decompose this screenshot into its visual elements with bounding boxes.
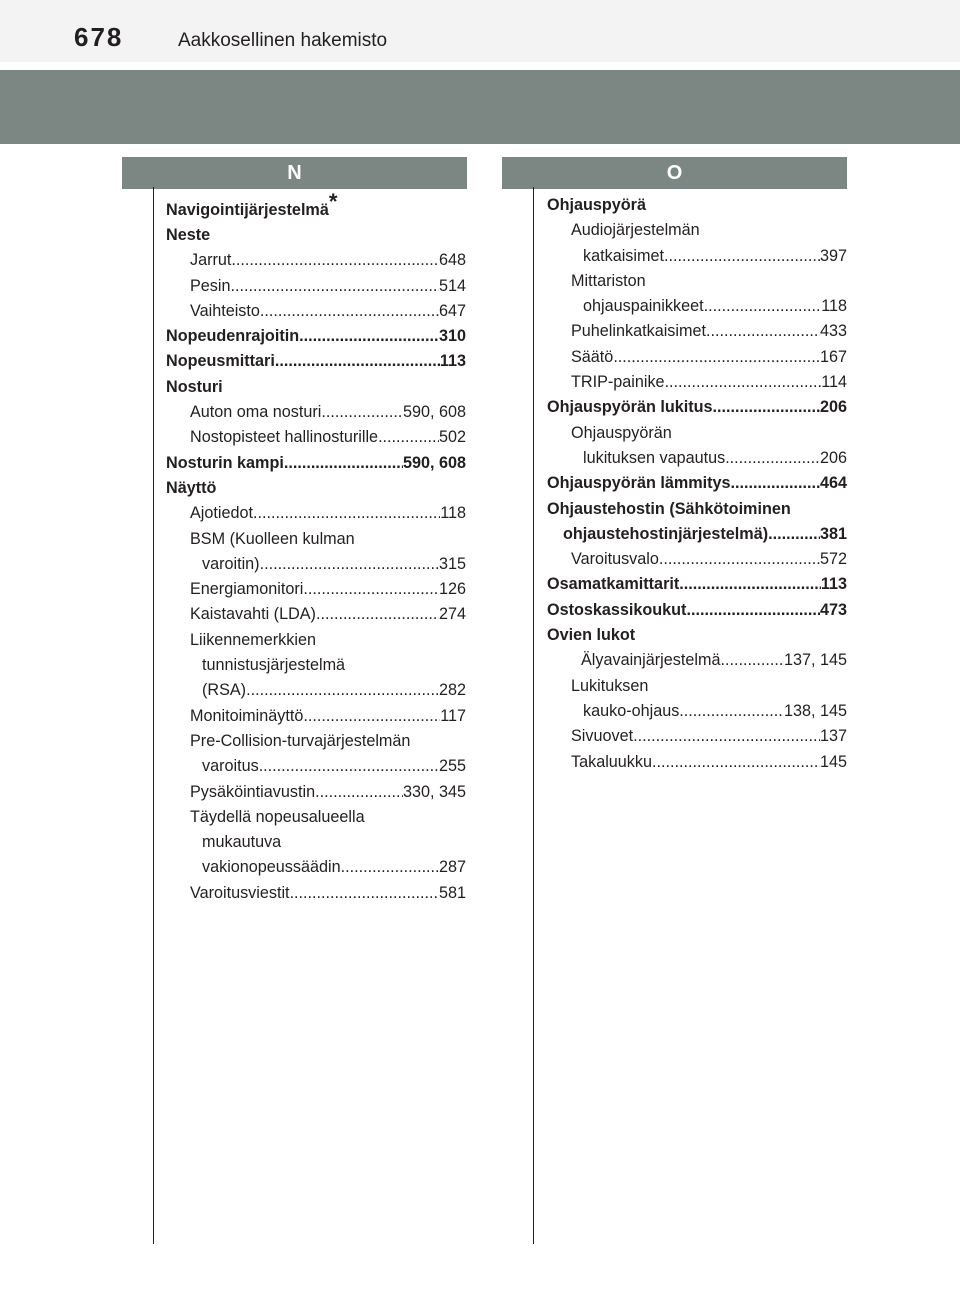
entry-page: 330, 345 bbox=[402, 782, 466, 801]
index-entry bbox=[166, 628, 466, 653]
index-entry bbox=[166, 754, 466, 779]
entry-label: TRIP-painike bbox=[571, 373, 665, 392]
entry-label: Nosturin kampi bbox=[166, 453, 284, 472]
index-entry bbox=[166, 830, 466, 855]
index-entry bbox=[547, 319, 847, 344]
leader-dots bbox=[679, 699, 784, 724]
index-entry bbox=[547, 421, 847, 446]
entry-label: Kaistavahti (LDA) bbox=[190, 605, 316, 624]
index-entry bbox=[166, 189, 466, 223]
index-entry bbox=[166, 881, 466, 906]
entry-page: 274 bbox=[438, 605, 466, 624]
entry-label: kauko-ohjaus bbox=[583, 701, 680, 720]
entry-label: varoitus bbox=[202, 757, 259, 776]
leader-dots bbox=[260, 552, 439, 577]
index-entry bbox=[547, 395, 847, 420]
leader-dots bbox=[341, 855, 439, 880]
entry-page: 114 bbox=[821, 373, 847, 392]
entry-label: Näyttö bbox=[166, 478, 217, 497]
leader-dots bbox=[246, 678, 439, 703]
entry-page: 502 bbox=[438, 428, 466, 447]
entry-page: 255 bbox=[438, 757, 466, 776]
entry-label: Ohjauspyörän lämmitys bbox=[547, 474, 731, 493]
entry-label: Pre-Collision-turvajärjestelmän bbox=[190, 731, 411, 750]
entry-page: 315 bbox=[438, 554, 466, 573]
entry-page: 514 bbox=[438, 276, 466, 295]
column-rule-o bbox=[533, 187, 534, 1244]
index-entry bbox=[547, 193, 847, 218]
entry-page: 117 bbox=[440, 706, 466, 725]
leader-dots bbox=[704, 294, 822, 319]
entry-page: 287 bbox=[438, 858, 466, 877]
page-number: 678 bbox=[74, 22, 124, 52]
leader-dots bbox=[260, 299, 439, 324]
entry-label: Neste bbox=[166, 226, 211, 244]
entry-page: 137, 145 bbox=[783, 651, 847, 670]
entry-page: 118 bbox=[440, 504, 466, 523]
entry-label: Mittariston bbox=[571, 271, 646, 290]
entry-label: Monitoiminäyttö bbox=[190, 706, 304, 725]
entry-page: 464 bbox=[819, 474, 847, 493]
leader-dots bbox=[299, 324, 439, 349]
index-entry bbox=[166, 577, 466, 602]
entry-label: mukautuva bbox=[202, 833, 282, 852]
entry-label: Ajotiedot bbox=[190, 504, 253, 523]
header-bar bbox=[0, 0, 960, 62]
entry-page: 310 bbox=[438, 327, 466, 346]
entry-page: 206 bbox=[819, 398, 847, 417]
entry-page: 282 bbox=[438, 681, 466, 700]
leader-dots bbox=[259, 754, 439, 779]
entry-label: Audiojärjestelmän bbox=[571, 221, 700, 240]
index-entry bbox=[166, 299, 466, 324]
entry-label: Ohjauspyörän bbox=[571, 423, 672, 442]
index-entry bbox=[547, 345, 847, 370]
leader-dots bbox=[321, 400, 403, 425]
index-entry bbox=[547, 648, 847, 673]
entry-label: Sivuovet bbox=[571, 727, 634, 746]
leader-dots bbox=[316, 602, 439, 627]
leader-dots bbox=[665, 370, 822, 395]
index-entry bbox=[547, 497, 847, 522]
index-entry bbox=[166, 223, 466, 248]
leader-dots bbox=[713, 395, 820, 420]
entry-label: Lukituksen bbox=[571, 676, 649, 695]
leader-dots bbox=[231, 274, 439, 299]
entry-page: 167 bbox=[819, 347, 847, 366]
index-entry bbox=[166, 678, 466, 703]
index-list-n bbox=[166, 189, 466, 906]
entry-label: Varoitusvalo bbox=[571, 550, 659, 569]
entry-label: (RSA) bbox=[202, 681, 247, 700]
index-entry bbox=[166, 602, 466, 627]
entry-label: Energiamonitori bbox=[190, 580, 304, 599]
leader-dots bbox=[664, 244, 820, 269]
asterisk-mark: * bbox=[328, 189, 338, 214]
index-entry bbox=[166, 324, 466, 349]
index-entry bbox=[166, 501, 466, 526]
leader-dots bbox=[231, 248, 439, 273]
index-entry bbox=[547, 218, 847, 243]
entry-label: Pesin bbox=[190, 276, 231, 295]
leader-dots bbox=[275, 349, 440, 374]
leader-dots bbox=[725, 446, 820, 471]
entry-label: Älyavainjärjestelmä bbox=[581, 651, 721, 670]
entry-label: Jarrut bbox=[190, 251, 232, 270]
index-entry bbox=[166, 349, 466, 374]
entry-label: Puhelinkatkaisimet bbox=[571, 322, 706, 341]
leader-dots bbox=[731, 471, 820, 496]
index-entry bbox=[547, 370, 847, 395]
entry-label: Osamatkamittarit bbox=[547, 575, 680, 594]
entry-page: 118 bbox=[821, 297, 847, 316]
index-entry bbox=[547, 446, 847, 471]
leader-dots bbox=[633, 724, 820, 749]
entry-page: 206 bbox=[819, 448, 847, 467]
index-entry bbox=[547, 269, 847, 294]
leader-dots bbox=[613, 345, 820, 370]
leader-dots bbox=[315, 780, 403, 805]
entry-label: Nopeudenrajoitin bbox=[166, 327, 300, 346]
entry-label: Nosturi bbox=[166, 377, 223, 396]
index-entry bbox=[166, 274, 466, 299]
index-entry bbox=[547, 598, 847, 623]
index-entry bbox=[166, 552, 466, 577]
leader-dots bbox=[303, 577, 439, 602]
entry-label: Ohjaustehostin (Sähkötoiminen bbox=[547, 499, 791, 518]
index-entry bbox=[547, 522, 847, 547]
entry-label: tunnistusjärjestelmä bbox=[202, 656, 346, 675]
entry-label: lukituksen vapautus bbox=[583, 448, 726, 467]
entry-label: Ovien lukot bbox=[547, 626, 636, 645]
entry-label: Liikennemerkkien bbox=[190, 630, 316, 649]
index-entry bbox=[166, 527, 466, 552]
entry-label: katkaisimet bbox=[583, 246, 664, 265]
entry-label: Takaluukku bbox=[571, 752, 652, 771]
entry-page: 138, 145 bbox=[783, 701, 847, 720]
entry-page: 581 bbox=[438, 883, 466, 902]
index-entry bbox=[166, 704, 466, 729]
entry-label: BSM (Kuolleen kulman bbox=[190, 529, 355, 548]
index-list-o bbox=[547, 193, 847, 775]
index-entry bbox=[547, 750, 847, 775]
leader-dots bbox=[290, 881, 439, 906]
entry-page: 145 bbox=[819, 752, 847, 771]
page-title: Aakkosellinen hakemisto bbox=[178, 30, 388, 51]
index-entry bbox=[547, 724, 847, 749]
entry-label: Nostopisteet hallinosturille bbox=[190, 428, 379, 447]
index-entry bbox=[166, 805, 466, 830]
index-entry bbox=[547, 572, 847, 597]
entry-page: 381 bbox=[819, 524, 847, 543]
index-entry bbox=[166, 780, 466, 805]
entry-label: Ohjauspyörä bbox=[547, 196, 646, 214]
index-entry bbox=[166, 248, 466, 273]
entry-label: Ostoskassikoukut bbox=[547, 600, 687, 619]
index-entry bbox=[166, 451, 466, 476]
column-rule-n bbox=[153, 187, 154, 1244]
index-entry bbox=[547, 674, 847, 699]
entry-page: 113 bbox=[820, 575, 847, 594]
leader-dots bbox=[652, 750, 820, 775]
entry-label: Nopeusmittari bbox=[166, 352, 275, 371]
entry-label: varoitin) bbox=[202, 554, 260, 573]
entry-page: 473 bbox=[819, 600, 847, 619]
index-entry bbox=[166, 729, 466, 754]
index-entry bbox=[547, 244, 847, 269]
entry-page: 647 bbox=[438, 301, 466, 320]
entry-page: 572 bbox=[819, 550, 847, 569]
section-letter-n: N bbox=[122, 157, 467, 189]
entry-page: 590, 608 bbox=[402, 453, 466, 472]
leader-dots bbox=[284, 451, 403, 476]
leader-dots bbox=[768, 522, 820, 547]
index-entry bbox=[166, 855, 466, 880]
leader-dots bbox=[706, 319, 820, 344]
entry-label: Pysäköintiavustin bbox=[190, 782, 316, 801]
leader-dots bbox=[303, 704, 440, 729]
section-o bbox=[502, 157, 847, 189]
index-entry bbox=[166, 653, 466, 678]
entry-page: 433 bbox=[819, 322, 847, 341]
entry-label: Ohjauspyörän lukitus bbox=[547, 398, 713, 417]
leader-dots bbox=[659, 547, 820, 572]
leader-dots bbox=[679, 572, 821, 597]
entry-label: ohjauspainikkeet bbox=[583, 297, 704, 316]
entry-label: Varoitusviestit bbox=[190, 883, 290, 902]
entry-page: 137 bbox=[819, 727, 847, 746]
index-entry bbox=[547, 294, 847, 319]
section-letter-o: O bbox=[502, 157, 847, 189]
entry-label: Säätö bbox=[571, 347, 614, 366]
leader-dots bbox=[378, 425, 439, 450]
leader-dots bbox=[686, 598, 820, 623]
entry-label: Auton oma nosturi bbox=[190, 403, 322, 422]
entry-page: 648 bbox=[438, 251, 466, 270]
section-n bbox=[122, 157, 467, 189]
index-entry bbox=[547, 547, 847, 572]
index-entry bbox=[547, 699, 847, 724]
index-entry bbox=[166, 425, 466, 450]
entry-label: Täydellä nopeusalueella bbox=[190, 807, 365, 826]
header-band bbox=[0, 70, 960, 144]
index-entry bbox=[166, 375, 466, 400]
entry-page: 397 bbox=[819, 246, 847, 265]
index-entry bbox=[547, 471, 847, 496]
entry-label: Navigointijärjestelmä bbox=[166, 201, 329, 219]
index-entry bbox=[547, 623, 847, 648]
entry-page: 126 bbox=[438, 580, 466, 599]
leader-dots bbox=[720, 648, 784, 673]
entry-label: Vaihteisto bbox=[190, 301, 260, 320]
index-entry bbox=[166, 476, 466, 501]
entry-page: 590, 608 bbox=[402, 403, 466, 422]
entry-label: vakionopeussäädin bbox=[202, 858, 341, 877]
index-entry bbox=[166, 400, 466, 425]
entry-label: ohjaustehostinjärjestelmä) bbox=[563, 524, 769, 543]
leader-dots bbox=[253, 501, 440, 526]
entry-page: 113 bbox=[439, 352, 466, 371]
